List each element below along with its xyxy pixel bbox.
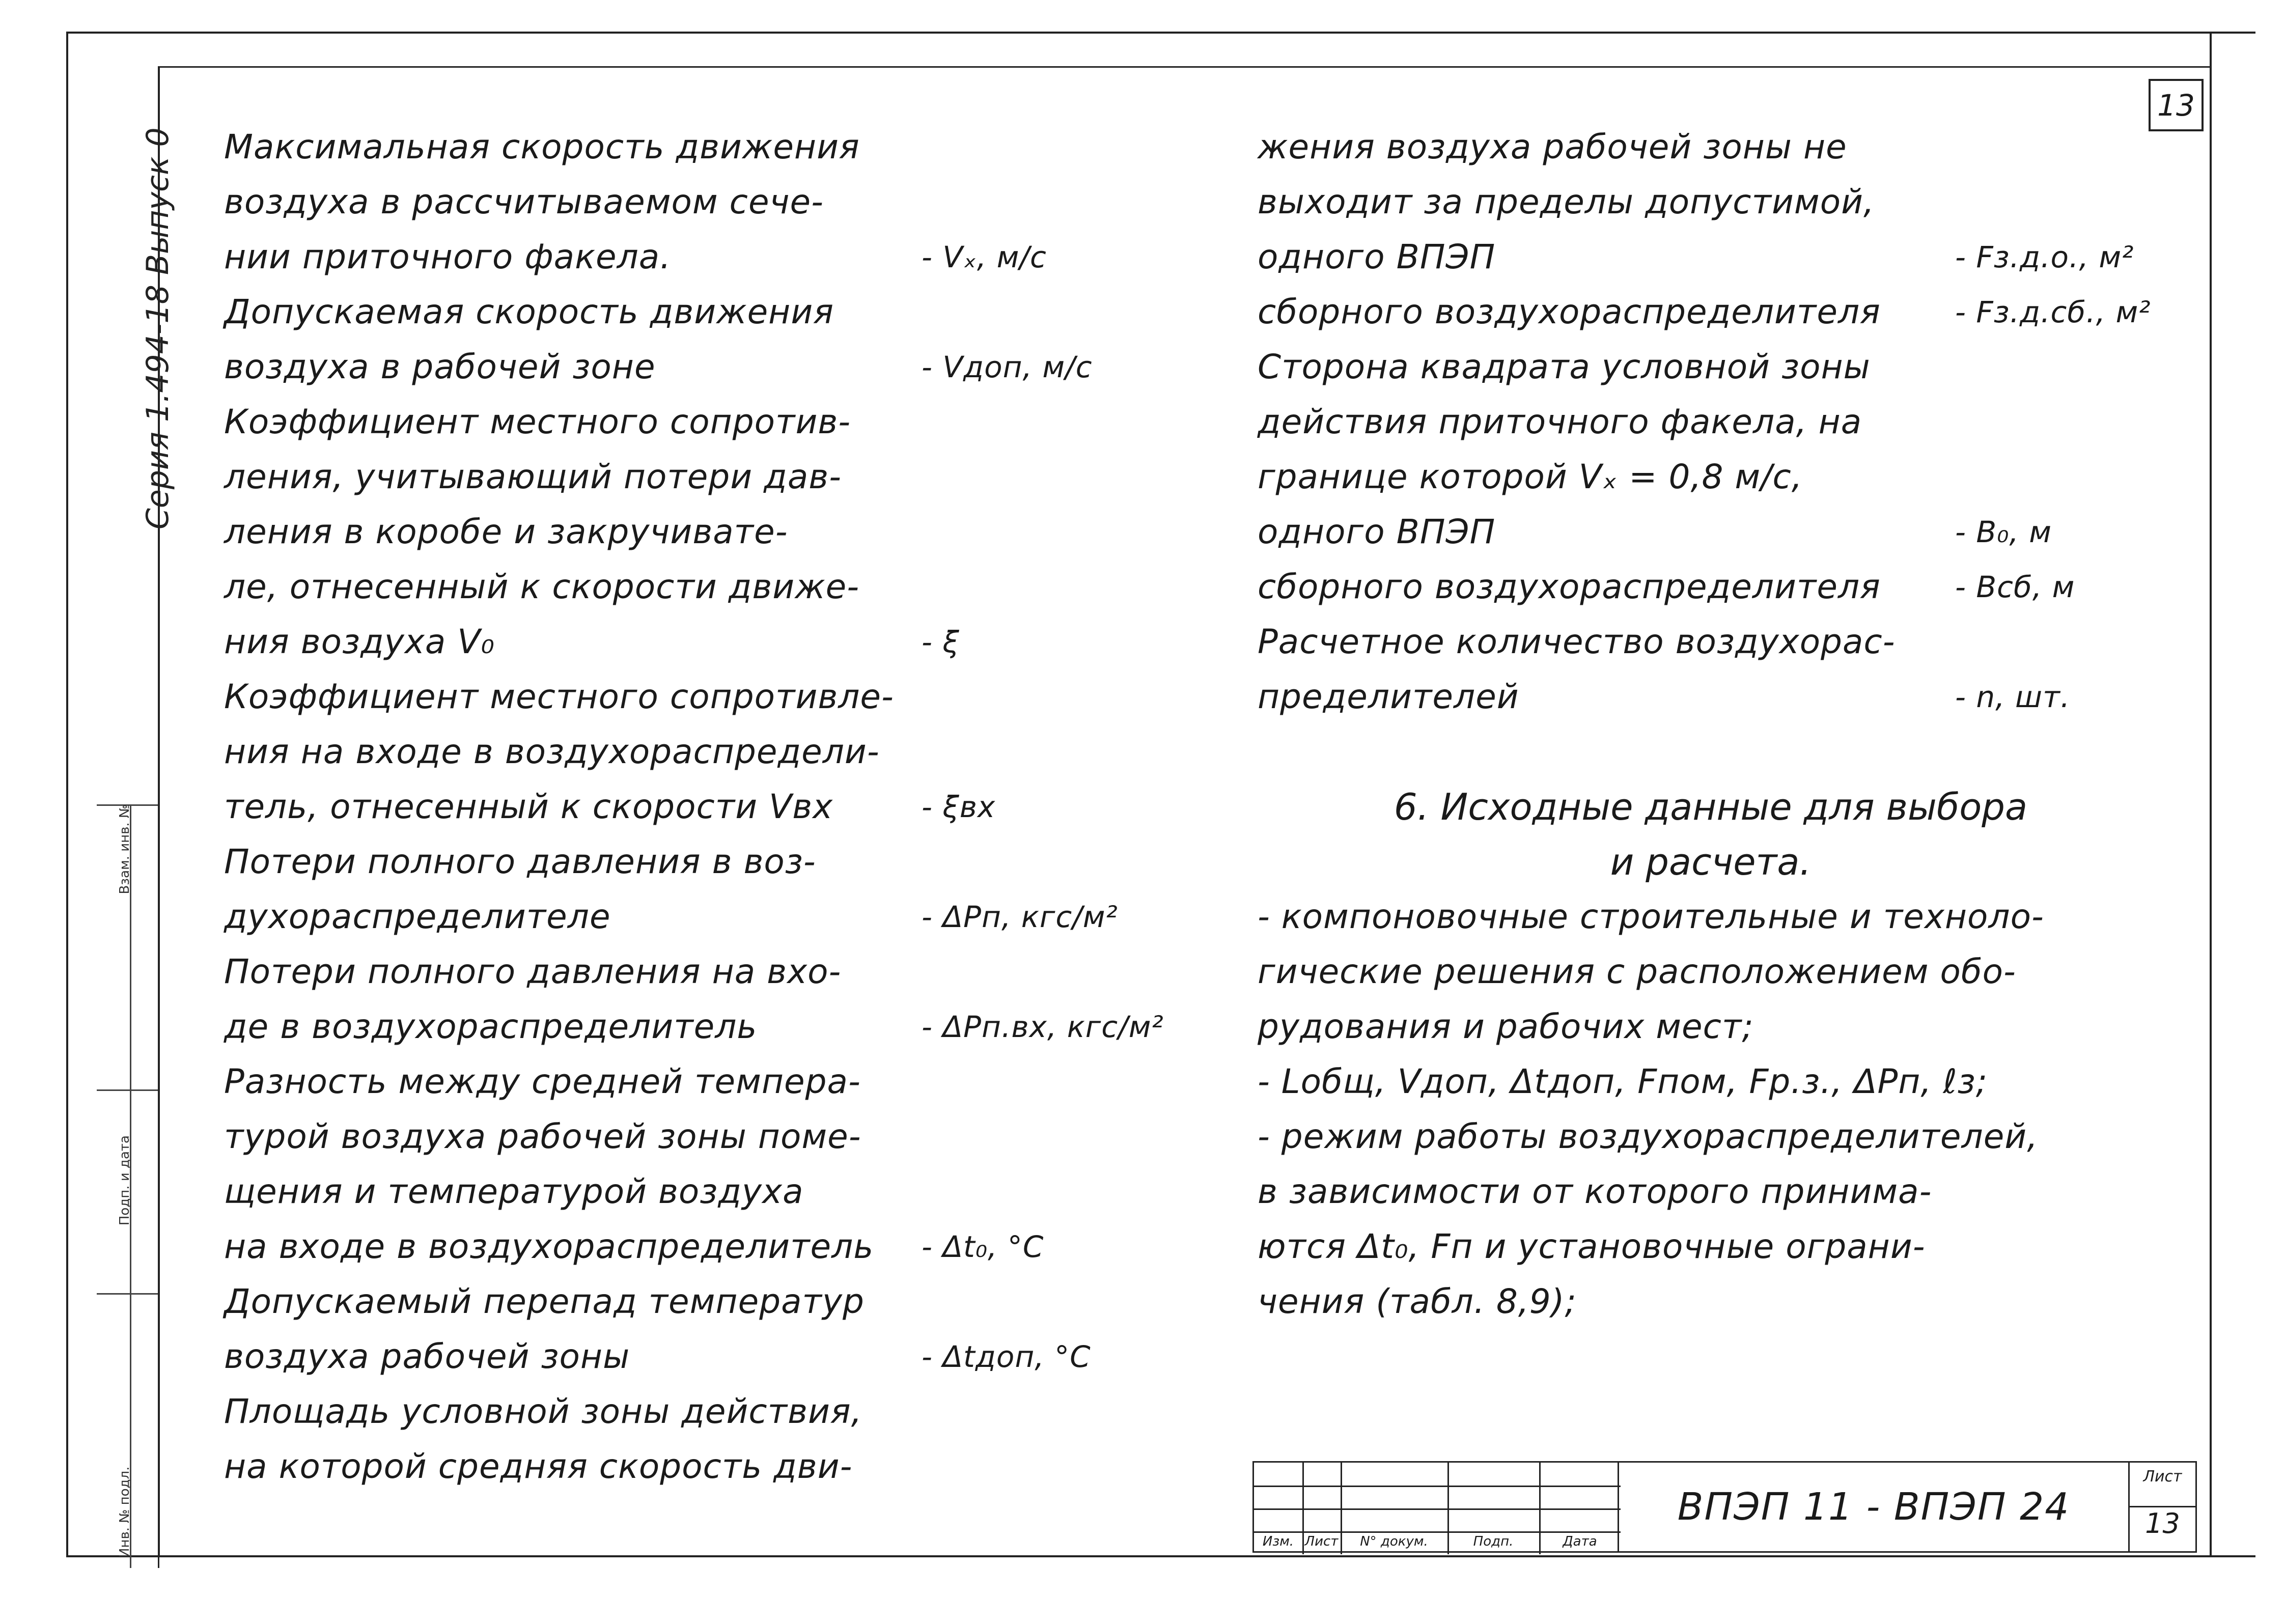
section-heading: 6. Исходные данные для выбора	[1394, 786, 2028, 828]
frame-top	[66, 32, 2255, 34]
line-text: воздуха в рабочей зоне	[224, 347, 656, 386]
line-text: действия приточного факела, на	[1258, 402, 1862, 441]
text-line	[224, 1274, 1171, 1329]
side-stamp-label: Инв. № подл.	[117, 1466, 132, 1558]
text-line	[1258, 1054, 2164, 1109]
text-line	[224, 505, 1171, 559]
parameter-symbol: - Fз.д.о., м²	[1955, 240, 2134, 274]
line-text: на которой средняя скорость дви-	[224, 1447, 853, 1486]
line-text: тель, отнесенный к скорости Vвх	[224, 787, 833, 826]
inner-frame-top	[158, 66, 2210, 68]
text-line	[224, 999, 1171, 1054]
header-doc-number: N° докум.	[1360, 1534, 1428, 1549]
line-text: жения воздуха рабочей зоны не	[1258, 127, 1847, 166]
text-line	[224, 1164, 1171, 1219]
line-text: Потери полного давления на вхо-	[224, 952, 842, 991]
text-line	[224, 944, 1171, 999]
title-block	[1252, 1461, 2197, 1553]
series-label: Серия 1.494-18 Выпуск 0	[140, 127, 176, 529]
text-line	[224, 1219, 1171, 1274]
text-line	[1258, 1109, 2164, 1164]
side-stamp-labels	[117, 804, 132, 1558]
line-text: Коэффициент местного сопротивле-	[224, 677, 894, 716]
side-stamp-label: Взам. инв. №	[117, 804, 132, 894]
frame-right	[2210, 32, 2212, 1556]
line-text: Расчетное количество воздухорас-	[1258, 622, 1896, 661]
parameter-symbol: - Δt₀, °C	[922, 1229, 1044, 1264]
line-text: Коэффициент местного сопротив-	[224, 402, 851, 441]
text-line	[1258, 505, 2164, 559]
right-column	[1258, 120, 2164, 1329]
left-column	[224, 120, 1171, 1494]
line-text: Сторона квадрата условной зоны	[1258, 347, 1871, 386]
document-code: ВПЭП 11 - ВПЭП 24	[1619, 1461, 2128, 1553]
line-text: границе которой Vₓ = 0,8 м/с,	[1258, 457, 1803, 496]
line-text: рудования и рабочих мест;	[1258, 1007, 1754, 1046]
side-stamp-label: Подп. и дата	[117, 1135, 132, 1226]
text-line	[1258, 230, 2164, 285]
line-text: нии приточного факела.	[224, 237, 672, 276]
line-text: воздуха в рассчитываемом сече-	[224, 182, 824, 221]
text-line	[224, 285, 1171, 340]
line-text: одного ВПЭП	[1258, 512, 1496, 551]
text-line	[224, 1054, 1171, 1109]
frame-bottom	[66, 1555, 2255, 1557]
revision-grid	[1252, 1461, 1619, 1553]
text-line	[224, 1329, 1171, 1384]
text-line	[1258, 285, 2164, 340]
text-line	[224, 724, 1171, 779]
frame-left	[66, 32, 68, 1556]
text-line	[1258, 120, 2164, 175]
line-text: на входе в воздухораспределитель	[224, 1227, 874, 1266]
text-line	[224, 340, 1171, 395]
parameter-symbol: - ΔPп, кгс/м²	[922, 900, 1118, 934]
text-line	[224, 120, 1171, 175]
line-text: ются Δt₀, Fп и установочные ограни-	[1258, 1227, 1926, 1266]
text-line	[224, 669, 1171, 724]
parameter-symbol: - ΔPп.вх, кгс/м²	[922, 1010, 1164, 1044]
line-text: гические решения с расположением обо-	[1258, 952, 2016, 991]
line-text: Потери полного давления в воз-	[224, 842, 816, 881]
line-text: щения и температурой воздуха	[224, 1172, 804, 1211]
text-line	[224, 1384, 1171, 1439]
parameter-symbol: - Δtдоп, °C	[922, 1339, 1091, 1374]
parameter-symbol: - B₀, м	[1955, 515, 2052, 549]
line-text: Максимальная скорость движения	[224, 127, 860, 166]
parameter-symbol: - ξвх	[922, 790, 996, 824]
line-text: де в воздухораспределитель	[224, 1007, 758, 1046]
line-text: ния на входе в воздухораспредели-	[224, 732, 880, 771]
header-signature: Подп.	[1473, 1534, 1514, 1549]
parameter-symbol: - Vₓ, м/с	[922, 240, 1047, 274]
line-text: - компоновочные строительные и техноло-	[1258, 897, 2044, 936]
text-line	[1258, 1274, 2164, 1329]
revision-headers	[1254, 1534, 1621, 1554]
grid-row-line	[1254, 1508, 1621, 1510]
text-line	[224, 1109, 1171, 1164]
line-text: сборного воздухораспределителя	[1258, 567, 1881, 606]
text-line	[1258, 559, 2164, 614]
text-line	[224, 834, 1171, 889]
line-text: выходит за пределы допустимой,	[1258, 182, 1875, 221]
line-text: Площадь условной зоны действия,	[224, 1392, 862, 1431]
sheet-box	[2128, 1461, 2197, 1553]
text-line	[1258, 340, 2164, 395]
grid-row-line	[1254, 1486, 1621, 1487]
line-text: чения (табл. 8,9);	[1258, 1282, 1577, 1321]
text-line	[224, 1439, 1171, 1494]
line-text: Разность между средней темпера-	[224, 1062, 861, 1101]
text-line	[224, 559, 1171, 614]
line-text: ления в коробе и закручивате-	[224, 512, 788, 551]
line-text: ле, отнесенный к скорости движе-	[224, 567, 860, 606]
line-text: сборного воздухораспределителя	[1258, 292, 1881, 331]
text-line	[224, 450, 1171, 505]
page-number: 13	[2149, 79, 2204, 131]
parameter-symbol: - n, шт.	[1955, 680, 2071, 714]
line-text: ния воздуха V₀	[224, 622, 495, 661]
header-izm: Изм.	[1262, 1534, 1294, 1549]
parameter-symbol: - ξ	[922, 625, 960, 659]
section-spacer	[1258, 724, 2164, 779]
section-heading: и расчета.	[1610, 841, 1812, 883]
text-line	[224, 230, 1171, 285]
text-line	[1258, 944, 2164, 999]
text-line	[224, 175, 1171, 230]
line-text: - режим работы воздухораспределителей,	[1258, 1117, 2039, 1156]
text-line	[1258, 669, 2164, 724]
line-text: одного ВПЭП	[1258, 237, 1496, 276]
text-line	[1258, 614, 2164, 669]
text-line	[1258, 450, 2164, 505]
sheet-number: 13	[2130, 1506, 2195, 1539]
parameter-symbol: - Fз.д.сб., м²	[1955, 295, 2151, 329]
text-line	[1258, 175, 2164, 230]
line-text: ления, учитывающий потери дав-	[224, 457, 842, 496]
line-text: турой воздуха рабочей зоны поме-	[224, 1117, 861, 1156]
text-line	[1258, 999, 2164, 1054]
line-text: духораспределителе	[224, 897, 611, 936]
text-line	[224, 889, 1171, 944]
line-text: - Lобщ, Vдоп, Δtдоп, Fпом, Fр.з., ΔPп, ℓз;	[1258, 1062, 1988, 1101]
text-line	[224, 614, 1171, 669]
line-text: воздуха рабочей зоны	[224, 1337, 630, 1376]
grid-row-line	[1254, 1531, 1621, 1533]
sheet-label: Лист	[2143, 1468, 2182, 1486]
line-text: в зависимости от которого принима-	[1258, 1172, 1932, 1211]
text-line	[1258, 889, 2164, 944]
parameter-symbol: - Vдоп, м/с	[922, 350, 1093, 384]
text-line	[1258, 1164, 2164, 1219]
text-line	[224, 779, 1171, 834]
line-text: Допускаемая скорость движения	[224, 292, 834, 331]
parameter-symbol: - Bсб, м	[1955, 570, 2075, 604]
line-text: Допускаемый перепад температур	[224, 1282, 865, 1321]
header-date: Дата	[1563, 1534, 1597, 1549]
text-line	[224, 395, 1171, 450]
text-line	[1258, 1219, 2164, 1274]
text-line	[1258, 395, 2164, 450]
header-list: Лист	[1304, 1534, 1339, 1549]
line-text: пределителей	[1258, 677, 1519, 716]
